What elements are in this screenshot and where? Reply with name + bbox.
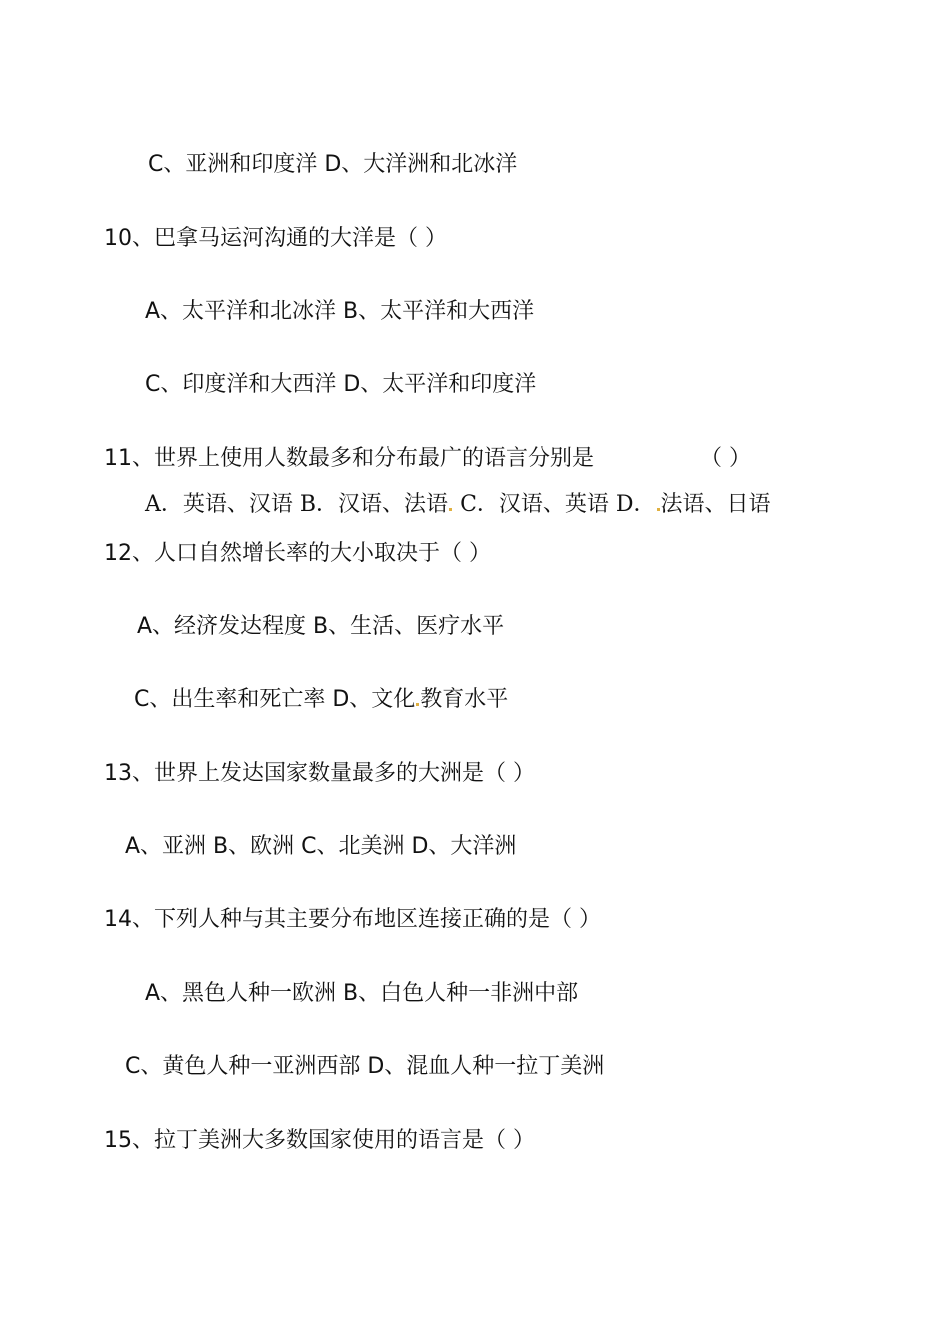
q11-options: [145, 492, 771, 518]
q14-options-ab: A、黑色人种一欧洲 B、白色人种一非洲中部: [145, 981, 579, 1006]
q11-answer-paren: （ ）: [700, 446, 751, 471]
q13-stem: 13、世界上发达国家数量最多的大洲是（ ）: [104, 761, 535, 786]
q12-options-ab: A、经济发达程度 B、生活、医疗水平: [137, 614, 505, 639]
q12-stem: 12、人口自然增长率的大小取决于（ ）: [104, 541, 491, 566]
q9-options-cd: C、亚洲和印度洋 D、大洋洲和北冰洋: [148, 152, 518, 177]
q13-options: A、亚洲 B、欧洲 C、北美洲 D、大洋洲: [125, 834, 517, 859]
q12-options-cd: [134, 687, 508, 713]
q11-option-d-label: D．: [615, 492, 656, 517]
q14-options-cd: C、黄色人种一亚洲西部 D、混血人种一拉丁美洲: [125, 1054, 605, 1079]
q14-stem: 14、下列人种与其主要分布地区连接正确的是（ ）: [104, 907, 601, 932]
q10-options-ab: A、太平洋和北冰洋 B、太平洋和大西洋: [145, 299, 535, 324]
q11-option-b: B．汉语、法语: [299, 492, 449, 517]
highlight-mark: [657, 508, 660, 511]
q12-option-cd-part1: C、出生率和死亡率 D、文化: [134, 687, 416, 712]
highlight-mark: [416, 703, 419, 706]
q12-option-cd-part2: 教育水平: [420, 687, 509, 712]
q11-option-d-text: 法语、日语: [660, 492, 771, 517]
q11-stem: 11、世界上使用人数最多和分布最广的语言分别是: [104, 446, 594, 471]
q11-option-c: C．汉语、英语: [460, 492, 609, 517]
q15-stem: 15、拉丁美洲大多数国家使用的语言是（ ）: [104, 1128, 535, 1153]
q10-stem: 10、巴拿马运河沟通的大洋是（ ）: [104, 226, 447, 251]
q11-option-a: A．英语、汉语: [145, 492, 293, 517]
q10-options-cd: C、印度洋和大西洋 D、太平洋和印度洋: [145, 372, 537, 397]
highlight-mark: [449, 508, 452, 511]
